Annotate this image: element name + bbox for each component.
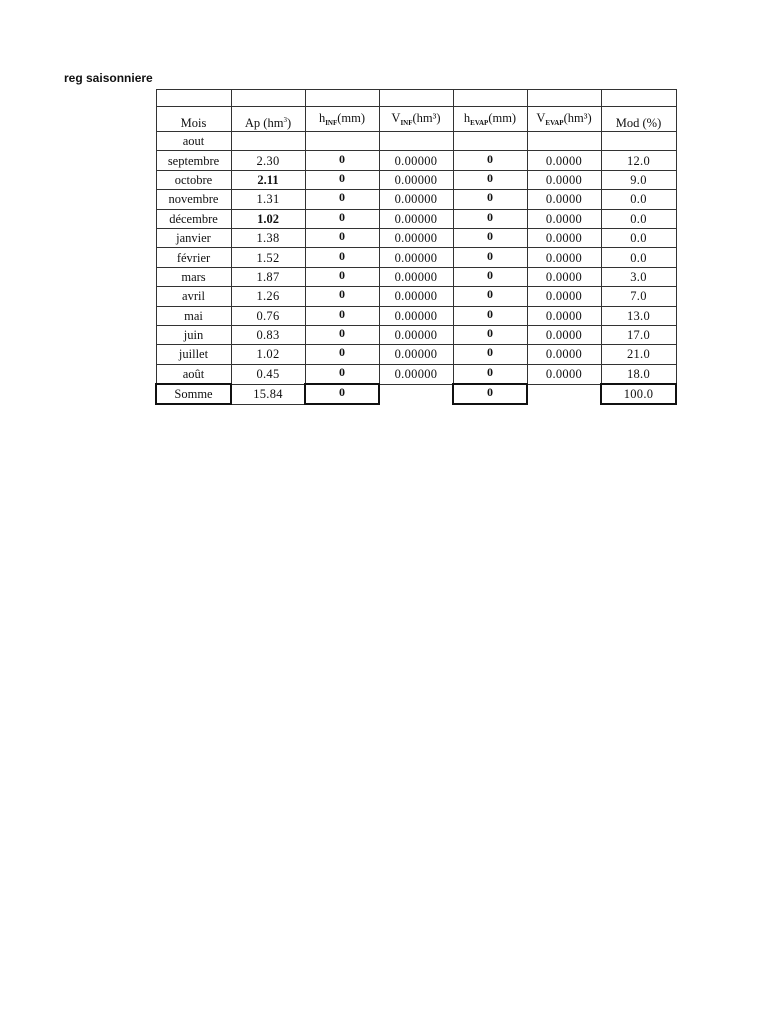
data-table [155, 89, 677, 405]
cell-ap[interactable]: 0.76 [231, 306, 305, 325]
cell-v-evap[interactable]: 0.0000 [527, 267, 601, 286]
cell-h-inf[interactable]: 0 [305, 306, 379, 325]
header-v-evap[interactable]: $V_{EVAP}(hm^3)$ [527, 107, 601, 132]
cell-v-inf[interactable]: 0.00000 [379, 151, 453, 170]
cell-h-inf[interactable]: 0 [305, 151, 379, 170]
cell-ap[interactable]: 2.30 [231, 151, 305, 170]
table-row [156, 151, 676, 170]
cell-mois[interactable]: février [156, 248, 231, 267]
cell-h-inf[interactable]: 0 [305, 190, 379, 209]
total-h-inf[interactable]: 0 [305, 384, 379, 404]
cell-h-inf[interactable]: 0 [305, 345, 379, 364]
table-row [156, 325, 676, 344]
cell-v-inf[interactable]: 0.00000 [379, 306, 453, 325]
cell-v-inf[interactable]: 0.00000 [379, 325, 453, 344]
cell-mod[interactable]: 17.0 [601, 325, 676, 344]
table-row [156, 345, 676, 364]
cell-h-evap[interactable]: 0 [453, 306, 527, 325]
header-mod[interactable]: Mod (%) [601, 107, 676, 132]
cell-v-evap[interactable]: 0.0000 [527, 209, 601, 228]
cell-mod[interactable]: 0.0 [601, 209, 676, 228]
cell-v-evap[interactable]: 0.0000 [527, 170, 601, 189]
cell-v-inf[interactable]: 0.00000 [379, 190, 453, 209]
table-row [156, 306, 676, 325]
cell-v-evap[interactable]: 0.0000 [527, 325, 601, 344]
cell-v-inf[interactable]: 0.00000 [379, 267, 453, 286]
table-row [156, 364, 676, 384]
cell[interactable] [231, 90, 305, 107]
total-label[interactable]: Somme [156, 384, 231, 404]
header-row [156, 107, 676, 132]
cell[interactable] [305, 132, 379, 151]
cell[interactable] [527, 90, 601, 107]
blank-row [156, 90, 676, 107]
cell-mod[interactable]: 0.0 [601, 228, 676, 247]
cell-h-inf[interactable]: 0 [305, 287, 379, 306]
cell-v-evap[interactable]: 0.0000 [527, 364, 601, 384]
cell-ap[interactable]: 1.31 [231, 190, 305, 209]
table-row [156, 267, 676, 286]
cell-h-inf[interactable]: 0 [305, 364, 379, 384]
cell-ap[interactable]: 1.02 [231, 345, 305, 364]
cell-h-evap[interactable]: 0 [453, 267, 527, 286]
cell-mois[interactable]: août [156, 364, 231, 384]
cell-mois[interactable]: juin [156, 325, 231, 344]
header-h-evap[interactable]: $h_{EVAP}(mm)$ [453, 107, 527, 132]
cell-h-inf[interactable]: 0 [305, 170, 379, 189]
total-mod[interactable]: 100.0 [601, 384, 676, 404]
cell-mois[interactable]: septembre [156, 151, 231, 170]
cell-v-inf[interactable]: 0.00000 [379, 345, 453, 364]
cell-mois[interactable]: juillet [156, 345, 231, 364]
cell-h-evap[interactable]: 0 [453, 248, 527, 267]
cell-mois[interactable]: octobre [156, 170, 231, 189]
cell[interactable] [453, 132, 527, 151]
cell-v-evap[interactable]: 0.0000 [527, 151, 601, 170]
table-row [156, 248, 676, 267]
cell-h-inf[interactable]: 0 [305, 248, 379, 267]
cell-v-evap[interactable]: 0.0000 [527, 228, 601, 247]
cell[interactable] [305, 90, 379, 107]
cell-h-evap[interactable]: 0 [453, 209, 527, 228]
cell-h-evap[interactable]: 0 [453, 345, 527, 364]
cell-mois[interactable]: décembre [156, 209, 231, 228]
cell-v-inf[interactable]: 0.00000 [379, 228, 453, 247]
cell[interactable] [527, 132, 601, 151]
sheet-title: reg saisonniere [64, 71, 153, 85]
cell-ap[interactable]: 0.83 [231, 325, 305, 344]
table-row [156, 287, 676, 306]
cell-mod[interactable]: 13.0 [601, 306, 676, 325]
cell-v-evap[interactable]: 0.0000 [527, 287, 601, 306]
cell-mod[interactable]: 3.0 [601, 267, 676, 286]
cell-ap[interactable]: 1.02 [231, 209, 305, 228]
cell-ap[interactable]: 1.87 [231, 267, 305, 286]
total-ap[interactable]: 15.84 [231, 384, 305, 404]
header-v-inf[interactable]: $V_{INF}(hm^3)$ [379, 107, 453, 132]
cell-v-inf[interactable]: 0.00000 [379, 170, 453, 189]
cell-v-inf[interactable]: 0.00000 [379, 248, 453, 267]
cell-mod[interactable]: 12.0 [601, 151, 676, 170]
header-h-inf[interactable]: $h_{INF}(mm)$ [305, 107, 379, 132]
table-row [156, 209, 676, 228]
cell[interactable] [379, 132, 453, 151]
cell-h-evap[interactable]: 0 [453, 228, 527, 247]
cell-v-inf[interactable]: 0.00000 [379, 209, 453, 228]
cell-h-evap[interactable]: 0 [453, 287, 527, 306]
cell-mod[interactable]: 9.0 [601, 170, 676, 189]
cell-h-evap[interactable]: 0 [453, 364, 527, 384]
cell-mod[interactable]: 18.0 [601, 364, 676, 384]
cell-h-evap[interactable]: 0 [453, 190, 527, 209]
cell-v-evap[interactable]: 0.0000 [527, 248, 601, 267]
cell[interactable] [601, 132, 676, 151]
total-h-evap[interactable]: 0 [453, 384, 527, 404]
cell-ap[interactable]: 2.11 [231, 170, 305, 189]
cell-h-evap[interactable]: 0 [453, 151, 527, 170]
table-row [156, 190, 676, 209]
cell-v-inf[interactable]: 0.00000 [379, 364, 453, 384]
cell-mod[interactable]: 7.0 [601, 287, 676, 306]
cell-h-inf[interactable]: 0 [305, 267, 379, 286]
cell[interactable] [601, 90, 676, 107]
cell-h-inf[interactable]: 0 [305, 325, 379, 344]
cell-v-inf[interactable]: 0.00000 [379, 287, 453, 306]
total-row [156, 384, 676, 404]
table-row [156, 132, 676, 151]
cell[interactable] [231, 132, 305, 151]
total-v-evap[interactable] [527, 384, 601, 404]
cell[interactable] [453, 90, 527, 107]
cell-ap[interactable]: 1.38 [231, 228, 305, 247]
cell-ap[interactable]: 0.45 [231, 364, 305, 384]
cell-mois[interactable]: aout [156, 132, 231, 151]
cell-h-evap[interactable]: 0 [453, 170, 527, 189]
cell-mod[interactable]: 0.0 [601, 248, 676, 267]
cell-mois[interactable]: mai [156, 306, 231, 325]
table-row [156, 228, 676, 247]
cell-mois[interactable]: janvier [156, 228, 231, 247]
cell-mod[interactable]: 0.0 [601, 190, 676, 209]
cell-ap[interactable]: 1.52 [231, 248, 305, 267]
cell-h-inf[interactable]: 0 [305, 228, 379, 247]
cell-mois[interactable]: avril [156, 287, 231, 306]
header-ap[interactable]: Ap $(hm^3)$ [231, 107, 305, 132]
cell-ap[interactable]: 1.26 [231, 287, 305, 306]
cell-v-evap[interactable]: 0.0000 [527, 306, 601, 325]
total-v-inf[interactable] [379, 384, 453, 404]
cell-mois[interactable]: mars [156, 267, 231, 286]
cell-h-evap[interactable]: 0 [453, 325, 527, 344]
cell-v-evap[interactable]: 0.0000 [527, 345, 601, 364]
cell[interactable] [156, 90, 231, 107]
header-mois[interactable]: Mois [156, 107, 231, 132]
cell[interactable] [379, 90, 453, 107]
cell-mois[interactable]: novembre [156, 190, 231, 209]
cell-h-inf[interactable]: 0 [305, 209, 379, 228]
cell-v-evap[interactable]: 0.0000 [527, 190, 601, 209]
table-row [156, 170, 676, 189]
cell-mod[interactable]: 21.0 [601, 345, 676, 364]
